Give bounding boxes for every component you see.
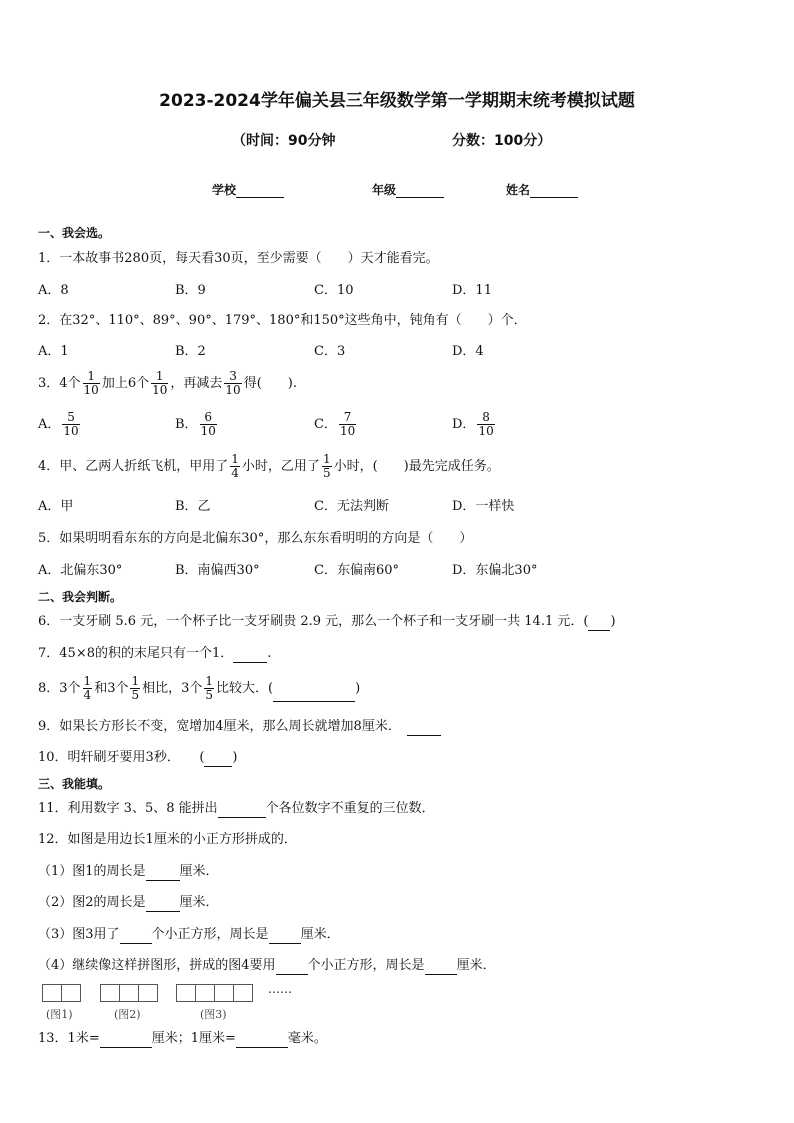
question-13: 13．1米= 厘米；1厘米= 毫米。 [38, 1031, 327, 1046]
grade-label: 年级 [372, 183, 397, 197]
q1-option-b[interactable]: B．9 [175, 283, 206, 298]
section-heading-fill: 三、我能填。 [38, 777, 111, 791]
answer-blank[interactable] [236, 1033, 288, 1048]
fraction: $\frac{1}{4}$ [83, 674, 92, 702]
q12-sub-2: （2）图2的周长是 厘米． [38, 895, 219, 910]
answer-blank[interactable] [276, 960, 308, 975]
fraction: $\frac{1}{10}$ [83, 369, 99, 397]
q5-option-a[interactable]: A．北偏东30° [38, 563, 123, 578]
figure-1 [42, 984, 80, 1021]
q12-sub-1: （1）图1的周长是 厘米． [38, 864, 219, 879]
grade-blank[interactable] [396, 185, 444, 198]
q3-option-d[interactable]: D． $\frac{8}{10}$ [452, 410, 494, 438]
exam-title: 2023-2024学年偏关县三年级数学第一学期期末统考模拟试题 [159, 91, 635, 111]
q3-option-a[interactable]: A． $\frac{5}{10}$ [38, 410, 79, 438]
answer-blank[interactable] [100, 1033, 152, 1048]
answer-blank[interactable] [269, 929, 301, 944]
answer-blank[interactable] [218, 803, 266, 818]
answer-blank[interactable] [588, 616, 610, 631]
total-score: 分数：100分） [452, 133, 552, 149]
q2-option-b[interactable]: B．2 [175, 344, 206, 359]
q3-text-3: ，再减去 [170, 376, 223, 391]
q4-option-b[interactable]: B．乙 [175, 499, 211, 514]
q2-option-d[interactable]: D．4 [452, 344, 484, 359]
question-6: 6．一支牙刷 5.6 元，一个杯子比一支牙刷贵 2.9 元，那么一个杯子和一支牙刷一共 14.1 元．( ) [38, 614, 616, 629]
q3-option-c[interactable]: C． $\frac{7}{10}$ [314, 410, 356, 438]
q5-option-c[interactable]: C．东偏南60° [314, 563, 399, 578]
question-7: 7．45×8的积的末尾只有一个1． . [38, 646, 272, 661]
q12-sub-4: （4）继续像这样拼图形，拼成的图4要用 个小正方形，周长是 厘米． [38, 958, 496, 973]
square-figures [42, 984, 342, 1024]
q3-text-1: 3．4个 [38, 376, 81, 391]
question-3 [38, 370, 297, 397]
answer-blank[interactable] [425, 960, 457, 975]
q2-option-c[interactable]: C．3 [314, 344, 346, 359]
q3-text-4: 得( ). [243, 376, 297, 391]
q5-option-d[interactable]: D．东偏北30° [452, 563, 538, 578]
name-field[interactable] [506, 181, 578, 198]
question-8: 8．3个 $\frac{1}{4}$ 和3个 $\frac{1}{5}$ 相比，3个 $\frac{1}{5}$ 比较大．( ) [38, 674, 361, 702]
question-2: 2．在32°、110°、89°、90°、179°、180°和150°这些角中，钝角有（ ）个． [38, 313, 527, 328]
answer-blank[interactable] [146, 866, 180, 881]
figure-1-caption: (图1) [46, 1008, 73, 1021]
q1-option-d[interactable]: D．11 [452, 283, 492, 298]
answer-blank[interactable] [273, 687, 355, 702]
question-12: 12．如图是用边长1厘米的小正方形拼成的． [38, 832, 297, 847]
answer-blank[interactable] [407, 721, 441, 736]
question-11: 11．利用数字 3、5、8 能拼出 个各位数字不重复的三位数． [38, 801, 435, 816]
school-blank[interactable] [236, 185, 284, 198]
fraction: $\frac{1}{5}$ [322, 452, 331, 480]
q5-option-b[interactable]: B．南偏西30° [175, 563, 260, 578]
q4-option-d[interactable]: D．一样快 [452, 499, 515, 514]
q4-option-c[interactable]: C．无法判断 [314, 499, 389, 514]
q1-option-a[interactable]: A．8 [38, 283, 69, 298]
fraction: $\frac{1}{10}$ [152, 369, 168, 397]
answer-blank[interactable] [204, 752, 232, 767]
q1-option-c[interactable]: C．10 [314, 283, 354, 298]
question-9: 9．如果长方形长不变，宽增加4厘米，那么周长就增加8厘米． [38, 718, 441, 736]
question-10: 10．明轩刷牙要用3秒． ( ) [38, 750, 238, 765]
ellipsis: …… [268, 982, 292, 996]
question-5: 5．如果明明看东东的方向是北偏东30°，那么东东看明明的方向是（ ） [38, 531, 473, 546]
time-limit: （时间：90分钟 [232, 133, 336, 149]
q3-text-2: 加上6个 [101, 376, 150, 391]
q2-option-a[interactable]: A．1 [38, 344, 69, 359]
fraction: $\frac{1}{5}$ [131, 674, 140, 702]
q12-sub-3: （3）图3用了 个小正方形，周长是 厘米． [38, 927, 340, 942]
name-blank[interactable] [530, 185, 578, 198]
answer-blank[interactable] [233, 648, 267, 663]
section-heading-choice: 一、我会选。 [38, 226, 111, 240]
question-1: 1．一本故事书280页，每天看30页，至少需要（ ）天才能看完。 [38, 251, 439, 266]
question-4: 4．甲、乙两人折纸飞机，甲用了 $\frac{1}{4}$ 小时，乙用了 $\frac{1}{5}$ 小时，( )最先完成任务。 [38, 452, 500, 480]
q3-option-b[interactable]: B． $\frac{6}{10}$ [175, 410, 216, 438]
figure-2 [100, 984, 157, 1021]
fraction: $\frac{1}{5}$ [205, 674, 214, 702]
figure-3 [176, 984, 252, 1021]
school-label: 学校 [212, 183, 237, 197]
answer-blank[interactable] [120, 929, 152, 944]
section-heading-judge: 二、我会判断。 [38, 590, 123, 604]
answer-blank[interactable] [146, 897, 180, 912]
figure-3-caption: (图3) [200, 1008, 227, 1021]
name-label: 姓名 [506, 183, 531, 197]
q4-option-a[interactable]: A．甲 [38, 499, 74, 514]
grade-field[interactable] [372, 181, 444, 198]
fraction: $\frac{3}{10}$ [225, 369, 241, 397]
fraction: $\frac{1}{4}$ [231, 452, 239, 480]
school-field[interactable] [212, 181, 284, 198]
figure-2-caption: (图2) [114, 1008, 141, 1021]
